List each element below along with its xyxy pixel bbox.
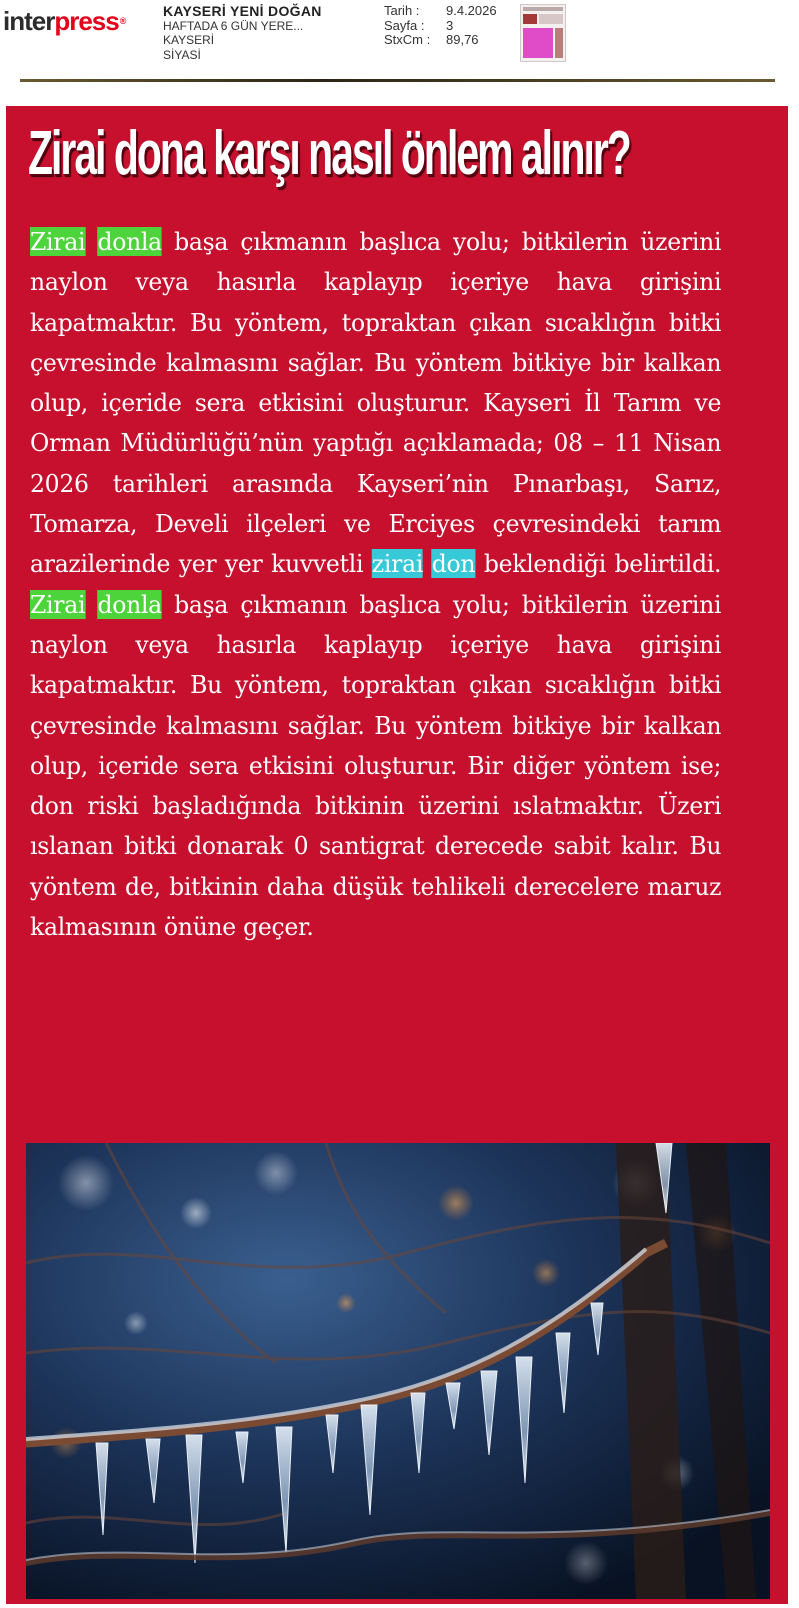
publication-info [163, 4, 322, 62]
keyword-highlight: Zirai [30, 589, 86, 619]
article-title: Zirai dona karşı nasıl önlem alınır? [28, 119, 630, 188]
keyword-highlight: donla [97, 227, 162, 256]
body-text [85, 590, 97, 619]
body-text: beklendiği belirtildi. [475, 549, 722, 579]
clipping-header [0, 0, 799, 80]
meta-value: 89,76 [446, 32, 479, 47]
body-text: başa çıkmanın başlıca yolu; bitkilerin üzerini naylon veya hasırla kaplayıp içeriye hava girişini kapatmaktır. Bu yöntem, topraktan çıkan sıcaklığın bitki çevresinde kalmasını sağlar. Bu yöntem bitkiye bir kalkan olup, içeride sera etkisini oluşturur. Bir diğer yöntem ise; don riski başladığında bitkinin üzerini ıslatmaktır. Üzeri ıslanan bitki donarak 0 santigrat derecede sabit kalır. Bu yöntem de, bitkinin daha düşük tehlikeli derecelere maruz kalmasının önüne geçer. [30, 589, 722, 942]
meta-label: Tarih : [384, 3, 420, 18]
publication-category: SİYASİ [163, 47, 201, 62]
publication-frequency: HAFTADA 6 GÜN YERE... [163, 18, 304, 33]
body-text [85, 227, 97, 256]
article-body [30, 222, 721, 947]
clipping-meta [384, 4, 497, 48]
meta-row-page [384, 19, 497, 34]
keyword-highlight: Zirai [30, 227, 86, 256]
keyword-highlight: donla [97, 589, 162, 619]
keyword-highlight: zirai [371, 549, 424, 579]
meta-label: Sayfa : [384, 17, 425, 33]
publication-city: KAYSERİ [163, 33, 215, 47]
publication-name: KAYSERİ YENİ DOĞAN [163, 3, 322, 19]
frozen-branches-photo [26, 1143, 770, 1599]
meta-row-date [384, 4, 497, 19]
meta-label: StxCm : [384, 32, 431, 47]
page-thumbnail[interactable] [520, 4, 566, 62]
meta-value: 9.4.2026 [446, 3, 497, 18]
interpress-logo: interpress® [3, 6, 126, 36]
keyword-highlight: don [431, 549, 476, 579]
header-divider [20, 79, 775, 82]
meta-row-stxcm [384, 33, 497, 48]
meta-value: 3 [446, 17, 454, 33]
news-article [6, 106, 788, 1604]
body-text: başa çıkmanın başlıca yolu; bitkilerin üzerini naylon veya hasırla kaplayıp içeriye hava girişini kapatmaktır. Bu yöntem, topraktan çıkan sıcaklığın bitki çevresinde kalmasını sağlar. Bu yöntem bitkiye bir kalkan olup, içeride sera etkisini oluşturur. Kayseri İl Tarım ve Orman Müdürlüğü’nün yaptığı açıklamada; 08 – 11 Nisan 2026 tarihleri arasında Kayseri’nin Pınarbaşı, Sarız, Tomarza, Develi ilçeleri ve Erciyes çevresindeki tarım arazilerinde yer yer kuvvetli [30, 227, 722, 579]
